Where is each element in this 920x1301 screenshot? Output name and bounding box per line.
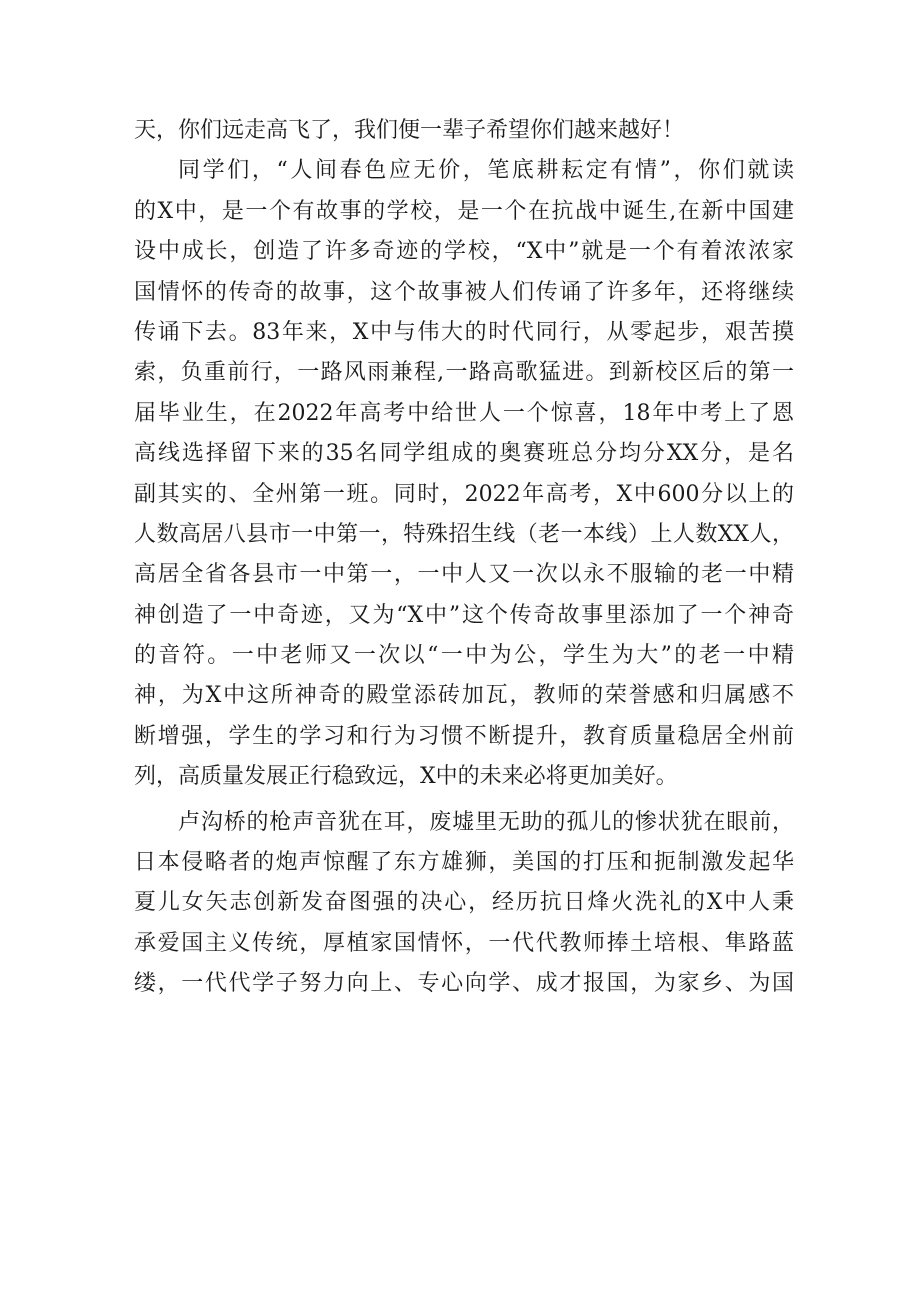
text-line: 列，高质量发展正行稳致远，X中的未来必将更加美好。 [134,764,678,790]
text-line: 国情怀的传奇的故事，这个故事被人们传诵了许多年，还将继续 [134,279,794,305]
text-line: 高居全省各县市一中第一，一中人又一次以永不服输的老一中精 [134,562,794,588]
text-line: 届毕业生，在2022年高考中给世人一个惊喜，18年中考上了恩 [134,400,794,426]
text-line: 夏儿女矢志创新发奋图强的决心，经历抗日烽火洗礼的X中人秉 [134,890,794,916]
text-line: 的X中，是一个有故事的学校，是一个在抗战中诞生,在新中国建 [134,198,794,224]
text-line: 设中成长，创造了许多奇迹的学校，“X中”就是一个有着浓浓家 [134,239,794,265]
text-line: 承爱国主义传统，厚植家国情怀，一代代教师捧土培根、隼路蓝 [134,930,794,956]
text-line: 索，负重前行，一路风雨兼程,一路高歌猛进。到新校区后的第一 [134,360,794,386]
text-line: 断增强，学生的学习和行为习惯不断提升，教育质量稳居全州前 [134,723,794,749]
text-line: 神，为X中这所神奇的殿堂添砖加瓦，教师的荣誉感和归属感不 [134,683,794,709]
text-line: 缕，一代代学子努力向上、专心向学、成才报国，为家乡、为国 [134,971,794,997]
text-line: 神创造了一中奇迹，又为“X中”这个传奇故事里添加了一个神奇 [134,602,794,628]
text-line: 人数高居八县市一中第一，特殊招生线（老一本线）上人数XX人， [134,521,794,547]
text-line: 副其实的、全州第一班。同时，2022年高考，X中600分以上的 [134,481,794,507]
text-line: 天，你们远走高飞了，我们便一辈子希望你们越来越好！ [134,118,685,143]
text-line: 高线选择留下来的35名同学组成的奥赛班总分均分XX分，是名 [134,441,794,467]
text-line: 传诵下去。83年来，X中与伟大的时代同行，从零起步，艰苦摸 [134,319,794,345]
text-line: 的音符。一中老师又一次以“一中为公，学生为大”的老一中精 [134,643,794,669]
text-line: 卢沟桥的枪声音犹在耳，废墟里无助的孤儿的惨状犹在眼前， [178,809,794,835]
body-text [134,111,794,1005]
text-line: 日本侵略者的炮声惊醒了东方雄狮，美国的打压和扼制激发起华 [134,850,794,876]
text-line: 同学们，“人间春色应无价，笔底耕耘定有情”，你们就读 [178,158,794,184]
